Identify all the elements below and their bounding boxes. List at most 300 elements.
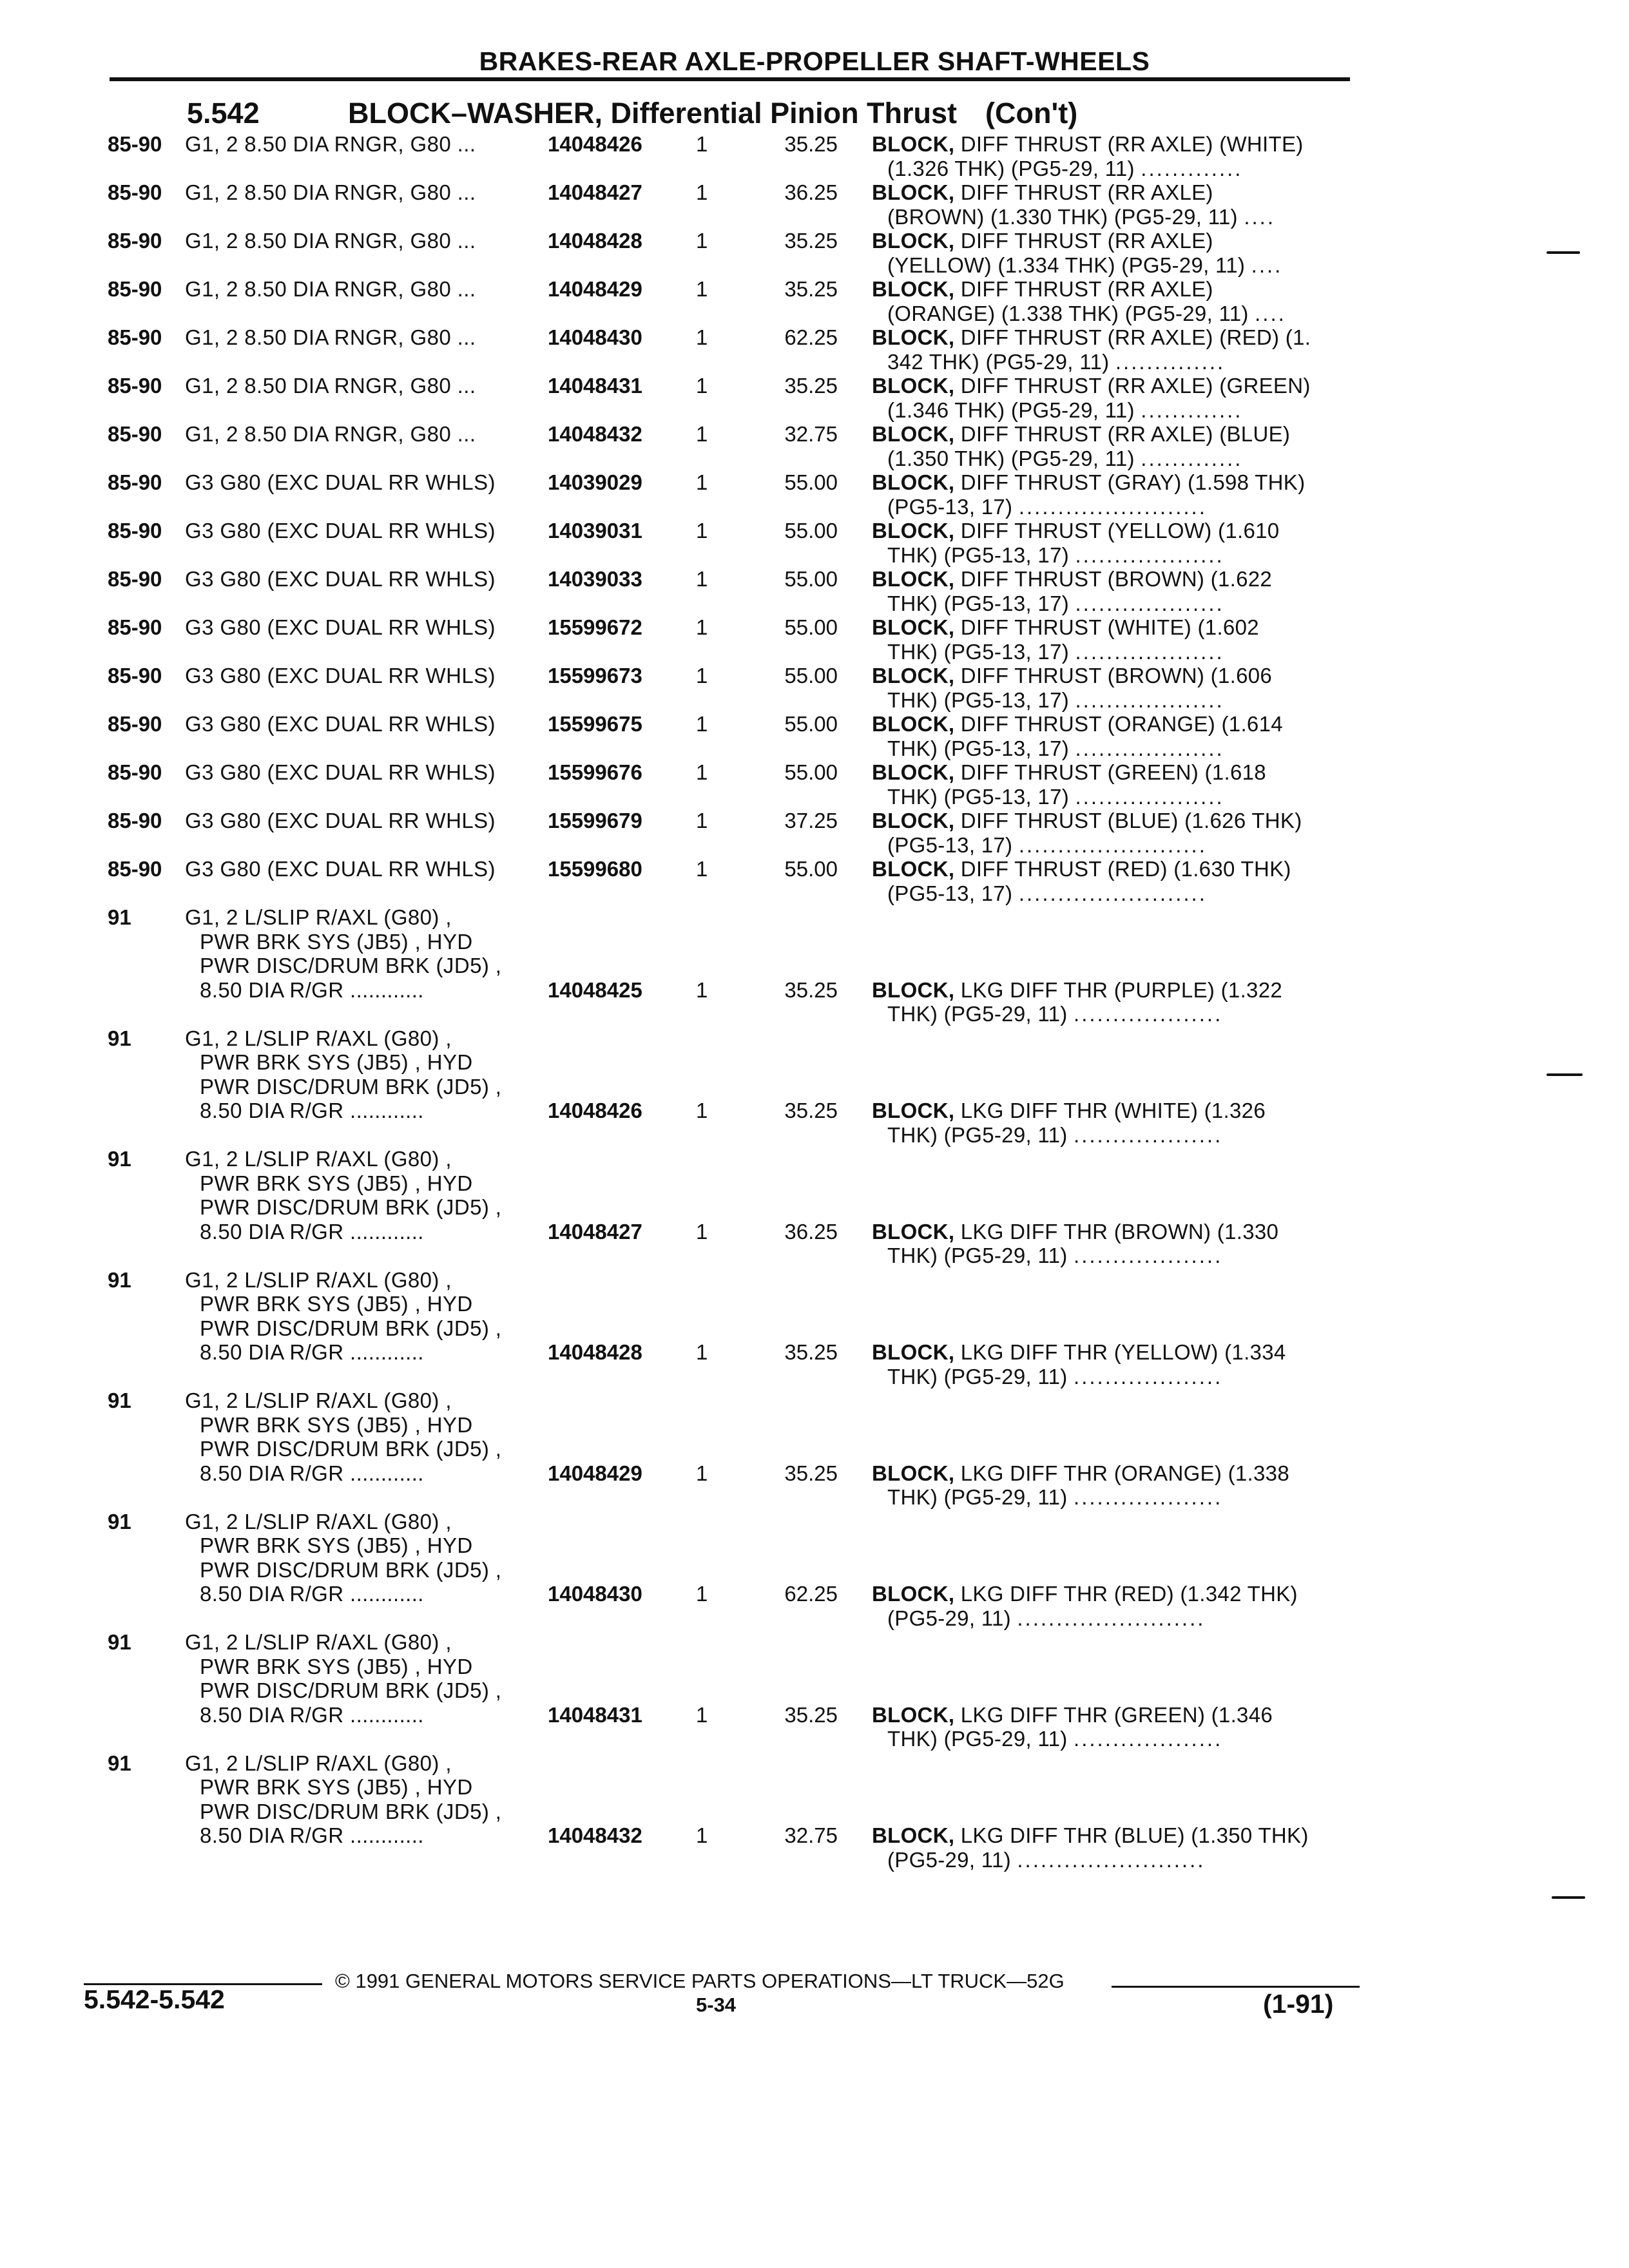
- quantity: 1: [696, 229, 708, 253]
- usage-description: G1, 2 L/SLIP R/AXL (G80) ,: [185, 1389, 452, 1412]
- item-description: [872, 857, 1291, 881]
- item-text: DIFF THRUST (BROWN) (1.622: [954, 567, 1273, 591]
- price: 55.00: [784, 857, 838, 881]
- model-year: 85-90: [108, 229, 162, 253]
- item-keyword: BLOCK,: [872, 229, 955, 253]
- part-number: 14048427: [548, 180, 642, 204]
- quantity: 1: [696, 1702, 708, 1727]
- usage-description: PWR BRK SYS (JB5) , HYD: [200, 1171, 473, 1195]
- part-number: 14039033: [548, 567, 642, 591]
- item-text: DIFF THRUST (GRAY) (1.598 THK): [954, 470, 1306, 494]
- price: 35.25: [784, 1099, 838, 1122]
- price: 35.25: [784, 1461, 838, 1485]
- item-keyword: BLOCK,: [872, 132, 955, 156]
- item-keyword: BLOCK,: [872, 277, 955, 301]
- dot-leader: ........................: [1017, 1847, 1206, 1872]
- usage-description: PWR DISC/DRUM BRK (JD5) ,: [200, 1557, 502, 1582]
- item-text: DIFF THRUST (ORANGE) (1.614: [954, 712, 1283, 736]
- part-number: 14048431: [548, 374, 642, 398]
- quantity: 1: [696, 1340, 708, 1364]
- price: 35.25: [784, 229, 838, 253]
- dot-leader: ........................: [1018, 494, 1207, 519]
- item-text: DIFF THRUST (BLUE) (1.626 THK): [954, 809, 1302, 832]
- item-description-cont: [887, 1848, 1205, 1872]
- quantity: 1: [696, 132, 708, 156]
- item-text: LKG DIFF THR (RED) (1.342 THK): [954, 1582, 1298, 1606]
- quantity: 1: [696, 470, 708, 494]
- item-text: THK) (PG5-29, 11): [887, 1485, 1068, 1509]
- usage-description: PWR DISC/DRUM BRK (JD5) ,: [200, 1195, 502, 1219]
- usage-description: G3 G80 (EXC DUAL RR WHLS): [185, 712, 496, 736]
- footer-page-number: 5-34: [696, 1994, 737, 2016]
- dot-leader: ...................: [1074, 1122, 1223, 1147]
- price: 35.25: [784, 277, 838, 301]
- item-keyword: BLOCK,: [872, 1702, 955, 1727]
- item-text: DIFF THRUST (RR AXLE) (BLUE): [954, 422, 1291, 446]
- quantity: 1: [696, 664, 708, 687]
- item-keyword: BLOCK,: [872, 422, 955, 446]
- model-year: 85-90: [108, 615, 162, 639]
- item-description: [872, 325, 1311, 350]
- item-description: [872, 1823, 1309, 1848]
- item-description-cont: [887, 785, 1224, 809]
- item-text: (1.346 THK) (PG5-29, 11): [887, 398, 1135, 422]
- model-year: 91: [108, 1026, 131, 1050]
- item-description-cont: [887, 350, 1225, 374]
- item-text: DIFF THRUST (RR AXLE): [954, 229, 1213, 253]
- item-text: LKG DIFF THR (GREEN) (1.346: [954, 1702, 1273, 1727]
- section-number: 5.542: [187, 97, 260, 130]
- dot-leader: ...................: [1074, 1002, 1223, 1026]
- dot-leader: ...................: [1075, 736, 1224, 760]
- item-keyword: BLOCK,: [872, 567, 955, 591]
- usage-description: G3 G80 (EXC DUAL RR WHLS): [185, 567, 496, 591]
- quantity: 1: [696, 1219, 708, 1244]
- item-description-cont: [887, 591, 1224, 616]
- usage-description: 8.50 DIA R/GR ............: [200, 1219, 424, 1244]
- price: 55.00: [784, 567, 838, 591]
- usage-description: PWR BRK SYS (JB5) , HYD: [200, 1533, 473, 1557]
- model-year: 91: [108, 1630, 131, 1654]
- usage-description: 8.50 DIA R/GR ............: [200, 1582, 424, 1606]
- item-keyword: BLOCK,: [872, 1582, 955, 1606]
- dot-leader: ...................: [1075, 591, 1224, 615]
- model-year: 85-90: [108, 857, 162, 881]
- usage-description: 8.50 DIA R/GR ............: [200, 1702, 424, 1727]
- price: 55.00: [784, 470, 838, 494]
- model-year: 91: [108, 1509, 131, 1533]
- part-number: 15599680: [548, 857, 642, 881]
- item-description-cont: [887, 640, 1224, 664]
- model-year: 91: [108, 1751, 131, 1775]
- item-description-cont: [887, 1002, 1222, 1026]
- usage-description: PWR DISC/DRUM BRK (JD5) ,: [200, 1678, 502, 1702]
- usage-description: G3 G80 (EXC DUAL RR WHLS): [185, 519, 496, 543]
- usage-description: G3 G80 (EXC DUAL RR WHLS): [185, 760, 496, 784]
- quantity: 1: [696, 325, 708, 349]
- item-text: DIFF THRUST (GREEN) (1.618: [954, 760, 1266, 784]
- usage-description: G1, 2 8.50 DIA RNGR, G80 ...: [185, 180, 476, 204]
- item-description: [872, 978, 1282, 1003]
- part-number: 14048429: [548, 1461, 642, 1485]
- item-text: (1.326 THK) (PG5-29, 11): [887, 156, 1135, 180]
- item-description: [872, 712, 1283, 736]
- item-keyword: BLOCK,: [872, 664, 955, 687]
- item-text: THK) (PG5-29, 11): [887, 1364, 1068, 1389]
- item-text: (ORANGE) (1.338 THK) (PG5-29, 11): [887, 301, 1249, 325]
- item-description: [872, 470, 1305, 495]
- item-text: LKG DIFF THR (ORANGE) (1.338: [954, 1461, 1289, 1485]
- item-text: DIFF THRUST (RR AXLE) (WHITE): [954, 132, 1304, 156]
- item-keyword: BLOCK,: [872, 1461, 955, 1485]
- model-year: 85-90: [108, 664, 162, 687]
- part-number: 14048426: [548, 1099, 642, 1122]
- section-title: BLOCK–WASHER, Differential Pinion Thrust: [348, 97, 958, 130]
- part-number: 15599673: [548, 664, 642, 687]
- part-number: 14039031: [548, 519, 642, 543]
- item-keyword: BLOCK,: [872, 977, 955, 1002]
- item-description: [872, 1220, 1278, 1244]
- model-year: 85-90: [108, 422, 162, 446]
- item-description: [872, 664, 1272, 688]
- dot-leader: ....: [1251, 253, 1283, 277]
- item-text: LKG DIFF THR (WHITE) (1.326: [954, 1099, 1266, 1122]
- quantity: 1: [696, 519, 708, 543]
- usage-description: G3 G80 (EXC DUAL RR WHLS): [185, 857, 496, 881]
- item-description: [872, 132, 1304, 157]
- item-description-cont: [887, 253, 1282, 278]
- usage-description: G1, 2 L/SLIP R/AXL (G80) ,: [185, 1026, 452, 1050]
- item-text: THK) (PG5-29, 11): [887, 1244, 1068, 1267]
- quantity: 1: [696, 567, 708, 591]
- model-year: 85-90: [108, 760, 162, 784]
- item-text: DIFF THRUST (BROWN) (1.606: [954, 664, 1273, 687]
- usage-description: G1, 2 L/SLIP R/AXL (G80) ,: [185, 1509, 452, 1533]
- section-continued: (Con't): [985, 97, 1078, 130]
- dot-leader: .............: [1141, 398, 1243, 422]
- item-description: [872, 1582, 1298, 1606]
- usage-description: G1, 2 L/SLIP R/AXL (G80) ,: [185, 905, 452, 929]
- part-number: 14048430: [548, 325, 642, 349]
- price: 35.25: [784, 977, 838, 1002]
- item-description-cont: [887, 1244, 1222, 1268]
- part-number: 14048429: [548, 277, 642, 301]
- usage-description: G1, 2 8.50 DIA RNGR, G80 ...: [185, 422, 476, 446]
- quantity: 1: [696, 1461, 708, 1485]
- usage-description: 8.50 DIA R/GR ............: [200, 1823, 424, 1847]
- item-description: [872, 760, 1266, 785]
- usage-description: PWR BRK SYS (JB5) , HYD: [200, 1654, 473, 1678]
- dot-leader: ....: [1255, 301, 1286, 325]
- dot-leader: ...................: [1075, 639, 1224, 664]
- footer-copyright: © 1991 GENERAL MOTORS SERVICE PARTS OPERATIONS—LT TRUCK—52G: [335, 1970, 1065, 1992]
- usage-description: PWR DISC/DRUM BRK (JD5) ,: [200, 1316, 502, 1340]
- item-description: [872, 229, 1213, 253]
- price: 32.75: [784, 422, 838, 446]
- price: 35.25: [784, 1340, 838, 1364]
- part-number: 14048431: [548, 1702, 642, 1727]
- item-description-cont: [887, 833, 1207, 858]
- model-year: 91: [108, 1147, 131, 1171]
- item-description-cont: [887, 398, 1242, 423]
- item-description: [872, 615, 1259, 640]
- model-year: 85-90: [108, 712, 162, 736]
- item-text: (PG5-29, 11): [887, 1606, 1011, 1630]
- page-header: BRAKES-REAR AXLE-PROPELLER SHAFT-WHEELS: [479, 46, 1150, 76]
- dot-leader: ...................: [1075, 784, 1224, 809]
- item-text: DIFF THRUST (WHITE) (1.602: [954, 615, 1259, 639]
- item-text: (YELLOW) (1.334 THK) (PG5-29, 11): [887, 253, 1246, 277]
- margin-mark: [1547, 251, 1580, 254]
- item-keyword: BLOCK,: [872, 1099, 955, 1122]
- price: 55.00: [784, 664, 838, 687]
- item-text: (1.350 THK) (PG5-29, 11): [887, 446, 1135, 470]
- item-text: THK) (PG5-13, 17): [887, 591, 1070, 615]
- item-description: [872, 1703, 1273, 1727]
- part-number: 14039029: [548, 470, 642, 494]
- quantity: 1: [696, 180, 708, 204]
- item-description-cont: [887, 205, 1275, 229]
- usage-description: G1, 2 8.50 DIA RNGR, G80 ...: [185, 132, 476, 156]
- part-number: 14048432: [548, 422, 642, 446]
- item-text: (BROWN) (1.330 THK) (PG5-29, 11): [887, 204, 1238, 229]
- part-number: 14048430: [548, 1582, 642, 1606]
- part-number: 15599676: [548, 760, 642, 784]
- item-keyword: BLOCK,: [872, 470, 955, 494]
- item-description-cont: [887, 1365, 1222, 1389]
- item-keyword: BLOCK,: [872, 857, 955, 881]
- usage-description: G1, 2 8.50 DIA RNGR, G80 ...: [185, 325, 476, 349]
- item-text: DIFF THRUST (RED) (1.630 THK): [954, 857, 1291, 881]
- model-year: 91: [108, 1267, 131, 1292]
- dot-leader: ........................: [1018, 881, 1207, 905]
- item-text: DIFF THRUST (RR AXLE): [954, 277, 1213, 301]
- model-year: 85-90: [108, 567, 162, 591]
- dot-leader: ...................: [1075, 543, 1224, 567]
- price: 62.25: [784, 325, 838, 349]
- item-text: LKG DIFF THR (BROWN) (1.330: [954, 1219, 1279, 1244]
- dot-leader: ...................: [1074, 1727, 1223, 1751]
- item-text: 342 THK) (PG5-29, 11): [887, 349, 1110, 374]
- usage-description: PWR DISC/DRUM BRK (JD5) ,: [200, 954, 502, 977]
- item-description-cont: [887, 302, 1286, 326]
- price: 32.75: [784, 1823, 838, 1847]
- price: 37.25: [784, 809, 838, 832]
- dot-leader: ...................: [1074, 1244, 1223, 1267]
- item-description: [872, 1461, 1289, 1486]
- usage-description: 8.50 DIA R/GR ............: [200, 1340, 424, 1364]
- usage-description: 8.50 DIA R/GR ............: [200, 977, 424, 1002]
- quantity: 1: [696, 615, 708, 639]
- price: 55.00: [784, 760, 838, 784]
- item-description: [872, 277, 1213, 302]
- part-number: 14048428: [548, 1340, 642, 1364]
- item-text: THK) (PG5-13, 17): [887, 736, 1070, 760]
- model-year: 85-90: [108, 180, 162, 204]
- item-description-cont: [887, 881, 1207, 906]
- price: 55.00: [784, 712, 838, 736]
- item-text: (PG5-13, 17): [887, 881, 1013, 905]
- usage-description: G1, 2 L/SLIP R/AXL (G80) ,: [185, 1751, 452, 1775]
- item-description-cont: [887, 157, 1242, 181]
- item-description: [872, 1099, 1266, 1123]
- part-number: 14048428: [548, 229, 642, 253]
- usage-description: PWR BRK SYS (JB5) , HYD: [200, 929, 473, 954]
- item-description: [872, 519, 1279, 543]
- item-description: [872, 1340, 1286, 1365]
- dot-leader: ........................: [1018, 832, 1207, 857]
- price: 55.00: [784, 519, 838, 543]
- item-text: LKG DIFF THR (PURPLE) (1.322: [954, 977, 1283, 1002]
- part-number: 14048426: [548, 132, 642, 156]
- usage-description: PWR BRK SYS (JB5) , HYD: [200, 1292, 473, 1316]
- item-text: DIFF THRUST (RR AXLE) (GREEN): [954, 374, 1311, 398]
- header-rule: [110, 77, 1350, 81]
- usage-description: G1, 2 8.50 DIA RNGR, G80 ...: [185, 277, 476, 301]
- quantity: 1: [696, 857, 708, 881]
- item-description-cont: [887, 495, 1207, 519]
- item-text: (PG5-13, 17): [887, 832, 1013, 857]
- quantity: 1: [696, 422, 708, 446]
- quantity: 1: [696, 374, 708, 398]
- model-year: 85-90: [108, 277, 162, 301]
- model-year: 91: [108, 905, 131, 929]
- usage-description: G1, 2 L/SLIP R/AXL (G80) ,: [185, 1147, 452, 1171]
- item-text: (PG5-29, 11): [887, 1847, 1011, 1872]
- usage-description: G3 G80 (EXC DUAL RR WHLS): [185, 809, 496, 832]
- item-text: THK) (PG5-13, 17): [887, 687, 1070, 712]
- item-text: LKG DIFF THR (YELLOW) (1.334: [954, 1340, 1286, 1364]
- usage-description: G3 G80 (EXC DUAL RR WHLS): [185, 615, 496, 639]
- usage-description: 8.50 DIA R/GR ............: [200, 1099, 424, 1122]
- footer-date: (1-91): [1263, 1989, 1334, 2019]
- price: 36.25: [784, 180, 838, 204]
- item-keyword: BLOCK,: [872, 809, 955, 832]
- item-description: [872, 374, 1311, 398]
- dot-leader: ....: [1244, 204, 1275, 229]
- item-keyword: BLOCK,: [872, 615, 955, 639]
- model-year: 85-90: [108, 519, 162, 543]
- dot-leader: ........................: [1017, 1606, 1206, 1630]
- usage-description: PWR BRK SYS (JB5) , HYD: [200, 1412, 473, 1437]
- item-description-cont: [887, 1727, 1222, 1751]
- usage-description: G1, 2 8.50 DIA RNGR, G80 ...: [185, 374, 476, 398]
- item-text: THK) (PG5-13, 17): [887, 543, 1070, 567]
- item-text: DIFF THRUST (RR AXLE): [954, 180, 1213, 204]
- price: 35.25: [784, 1702, 838, 1727]
- margin-mark: [1552, 1896, 1585, 1899]
- usage-description: G1, 2 L/SLIP R/AXL (G80) ,: [185, 1267, 452, 1292]
- item-keyword: BLOCK,: [872, 374, 955, 398]
- model-year: 85-90: [108, 132, 162, 156]
- item-keyword: BLOCK,: [872, 180, 955, 204]
- footer-rule: [1112, 1986, 1360, 1988]
- usage-description: PWR BRK SYS (JB5) , HYD: [200, 1050, 473, 1074]
- usage-description: PWR DISC/DRUM BRK (JD5) ,: [200, 1074, 502, 1099]
- item-text: LKG DIFF THR (BLUE) (1.350 THK): [954, 1823, 1309, 1847]
- item-keyword: BLOCK,: [872, 712, 955, 736]
- usage-description: G3 G80 (EXC DUAL RR WHLS): [185, 470, 496, 494]
- item-description-cont: [887, 688, 1224, 713]
- section-heading: [187, 97, 1077, 130]
- item-description-cont: [887, 447, 1242, 471]
- dot-leader: ...................: [1074, 1485, 1223, 1509]
- item-keyword: BLOCK,: [872, 760, 955, 784]
- quantity: 1: [696, 1099, 708, 1122]
- model-year: 85-90: [108, 470, 162, 494]
- item-text: (PG5-13, 17): [887, 494, 1013, 519]
- quantity: 1: [696, 712, 708, 736]
- price: 35.25: [784, 374, 838, 398]
- usage-description: PWR DISC/DRUM BRK (JD5) ,: [200, 1799, 502, 1823]
- dot-leader: .............: [1141, 156, 1243, 180]
- dot-leader: ...................: [1074, 1364, 1223, 1389]
- item-description-cont: [887, 1606, 1205, 1631]
- item-text: THK) (PG5-13, 17): [887, 639, 1070, 664]
- part-number: 14048425: [548, 977, 642, 1002]
- model-year: 85-90: [108, 809, 162, 832]
- footer-section-range: 5.542-5.542: [84, 1984, 225, 2014]
- item-text: DIFF THRUST (RR AXLE) (RED) (1.: [954, 325, 1311, 349]
- dot-leader: ..............: [1115, 349, 1226, 374]
- quantity: 1: [696, 809, 708, 832]
- item-description-cont: [887, 543, 1224, 568]
- part-number: 14048427: [548, 1219, 642, 1244]
- dot-leader: .............: [1141, 446, 1243, 470]
- quantity: 1: [696, 1823, 708, 1847]
- model-year: 91: [108, 1389, 131, 1412]
- item-text: THK) (PG5-29, 11): [887, 1002, 1068, 1026]
- item-description: [872, 809, 1302, 833]
- item-description: [872, 567, 1272, 591]
- item-text: THK) (PG5-13, 17): [887, 784, 1070, 809]
- item-text: DIFF THRUST (YELLOW) (1.610: [954, 519, 1280, 543]
- item-description: [872, 422, 1290, 447]
- dot-leader: ...................: [1075, 687, 1224, 712]
- price: 62.25: [784, 1582, 838, 1606]
- part-number: 15599675: [548, 712, 642, 736]
- model-year: 85-90: [108, 374, 162, 398]
- price: 36.25: [784, 1219, 838, 1244]
- item-text: THK) (PG5-29, 11): [887, 1727, 1068, 1751]
- model-year: 85-90: [108, 325, 162, 349]
- part-number: 15599679: [548, 809, 642, 832]
- price: 35.25: [784, 132, 838, 156]
- item-keyword: BLOCK,: [872, 519, 955, 543]
- item-description-cont: [887, 1485, 1222, 1510]
- price: 55.00: [784, 615, 838, 639]
- item-keyword: BLOCK,: [872, 1219, 955, 1244]
- item-description-cont: [887, 736, 1224, 761]
- item-description: [872, 180, 1213, 205]
- part-number: 14048432: [548, 1823, 642, 1847]
- usage-description: PWR DISC/DRUM BRK (JD5) ,: [200, 1437, 502, 1461]
- item-keyword: BLOCK,: [872, 1340, 955, 1364]
- item-text: THK) (PG5-29, 11): [887, 1122, 1068, 1147]
- quantity: 1: [696, 1582, 708, 1606]
- item-description-cont: [887, 1123, 1222, 1148]
- usage-description: PWR BRK SYS (JB5) , HYD: [200, 1775, 473, 1799]
- part-number: 15599672: [548, 615, 642, 639]
- usage-description: G3 G80 (EXC DUAL RR WHLS): [185, 664, 496, 687]
- usage-description: G1, 2 L/SLIP R/AXL (G80) ,: [185, 1630, 452, 1654]
- item-keyword: BLOCK,: [872, 325, 955, 349]
- margin-mark: [1547, 1073, 1583, 1076]
- quantity: 1: [696, 977, 708, 1002]
- usage-description: G1, 2 8.50 DIA RNGR, G80 ...: [185, 229, 476, 253]
- quantity: 1: [696, 277, 708, 301]
- item-keyword: BLOCK,: [872, 1823, 955, 1847]
